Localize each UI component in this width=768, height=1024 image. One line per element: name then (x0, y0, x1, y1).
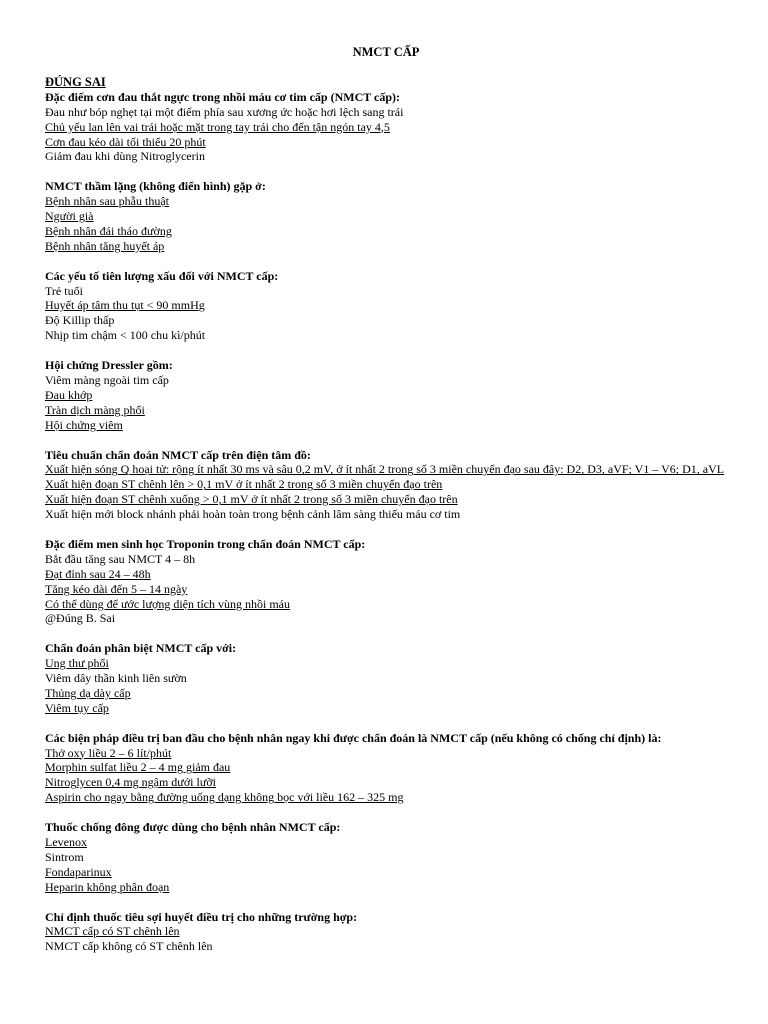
question-block (45, 820, 725, 895)
option-underlined: Morphin sulfat liều 2 – 4 mg giảm đau (45, 760, 231, 775)
option: NMCT cấp không có ST chênh lên (45, 939, 213, 954)
option: Sintrom (45, 849, 84, 864)
option-underlined: Fondaparinux (45, 864, 112, 879)
option-underlined: Xuất hiện đoạn ST chênh xuống > 0,1 mV ở ít nhất 2 trong số 3 miền chuyển đạo trên (45, 492, 458, 507)
question-block (45, 90, 725, 165)
option-underlined: Aspirin cho ngay bằng đường uống dạng không bọc với liều 162 – 325 mg (45, 790, 404, 805)
question-text: Hội chứng Dressler gồm: (45, 358, 173, 373)
option: Viêm màng ngoài tim cấp (45, 372, 169, 387)
question-block (45, 641, 725, 716)
question-block (45, 731, 725, 806)
option-underlined: Có thể dùng để ước lượng diện tích vùng nhồi máu (45, 596, 290, 611)
question-text: Đặc điểm cơn đau thắt ngực trong nhồi máu cơ tim cấp (NMCT cấp): (45, 89, 401, 104)
option-underlined: Cơn đau kéo dài tối thiểu 20 phút (45, 134, 206, 149)
option: Đau như bóp nghẹt tại một điểm phía sau xương ức hoặc hơi lệch sang trái (45, 104, 404, 119)
option-underlined: Thở oxy liều 2 – 6 lít/phút (45, 745, 172, 760)
option-underlined: NMCT cấp có ST chênh lên (45, 924, 180, 939)
question-text: Đặc điểm men sinh học Troponin trong chẩn đoán NMCT cấp: (45, 536, 366, 551)
question-block (45, 358, 725, 433)
option-underlined: Viêm tụy cấp (45, 700, 109, 715)
section-heading: ĐÚNG SAI (45, 74, 106, 89)
option-underlined: Levenox (45, 835, 87, 849)
question-text: NMCT thầm lặng (không điển hình) gặp ở: (45, 179, 266, 194)
option-underlined: Chủ yếu lan lên vai trái hoặc mặt trong tay trái cho đến tận ngón tay 4,5 (45, 119, 390, 134)
option-underlined: Tăng kéo dài đến 5 – 14 ngày (45, 581, 188, 596)
option-underlined: Huyết áp tâm thu tụt < 90 mmHg (45, 298, 205, 313)
document-title: NMCT CẤP (352, 45, 420, 59)
question-text: Tiêu chuẩn chẩn đoán NMCT cấp trên điện tâm đồ: (45, 447, 311, 462)
question-list (45, 90, 725, 954)
question-block (45, 448, 725, 523)
option-underlined: Heparin không phân đoạn (45, 879, 170, 894)
question-block (45, 910, 725, 955)
option-underlined: Hội chứng viêm (45, 417, 123, 432)
option-underlined: Xuất hiện sóng Q hoại tử: rộng ít nhất 30 ms và sâu 0,2 mV, ở ít nhất 2 trong số 3 miền chuyển đạo sau đây: D2, D3, aVF; V1 – V6; D1, aVL (45, 462, 725, 477)
option: Độ Killip thấp (45, 313, 115, 328)
question-block (45, 179, 725, 254)
option-underlined: Thủng dạ dày cấp (45, 685, 131, 700)
document-page (45, 45, 725, 969)
option-underlined: Ung thư phổi (45, 656, 109, 671)
question-text: Thuốc chống đông được dùng cho bệnh nhân NMCT cấp: (45, 820, 341, 835)
option: Xuất hiện mới block nhánh phải hoàn toàn trong bệnh cảnh lâm sàng thiếu máu cơ tim (45, 507, 461, 522)
option-underlined: Xuất hiện đoạn ST chênh lên > 0,1 mV ở ít nhất 2 trong số 3 miền chuyển đạo trên (45, 477, 443, 492)
question-text: Các yếu tố tiên lượng xấu đối với NMCT cấp: (45, 268, 279, 283)
option-underlined: Tràn dịch màng phổi (45, 402, 145, 417)
option-underlined: Người già (45, 209, 94, 224)
option: @Đúng B. Sai (45, 611, 116, 626)
option: Trẻ tuổi (45, 283, 83, 298)
option-underlined: Đau khớp (45, 387, 93, 402)
option-underlined: Bệnh nhân tăng huyết áp (45, 238, 165, 253)
question-block (45, 537, 725, 626)
option-underlined: Bệnh nhân đái tháo đường (45, 223, 172, 238)
question-text: Chỉ định thuốc tiêu sợi huyết điều trị cho những trường hợp: (45, 909, 358, 924)
question-text: Các biện pháp điều trị ban đầu cho bệnh nhân ngay khi được chẩn đoán là NMCT cấp (nếu không có chống chỉ định) là: (45, 730, 662, 745)
option: Giảm đau khi dùng Nitroglycerin (45, 149, 205, 164)
option-underlined: Đạt đỉnh sau 24 – 48h (45, 566, 151, 581)
question-text: Chẩn đoán phân biệt NMCT cấp với: (45, 641, 237, 656)
option: Viêm dây thần kinh liên sườn (45, 671, 187, 686)
option: Nhịp tim chậm < 100 chu kì/phút (45, 328, 206, 343)
option: Bắt đầu tăng sau NMCT 4 – 8h (45, 551, 196, 566)
question-block (45, 269, 725, 344)
option-underlined: Nitroglycen 0,4 mg ngậm dưới lưỡi (45, 775, 217, 790)
option-underlined: Bệnh nhân sau phẫu thuật (45, 194, 169, 209)
